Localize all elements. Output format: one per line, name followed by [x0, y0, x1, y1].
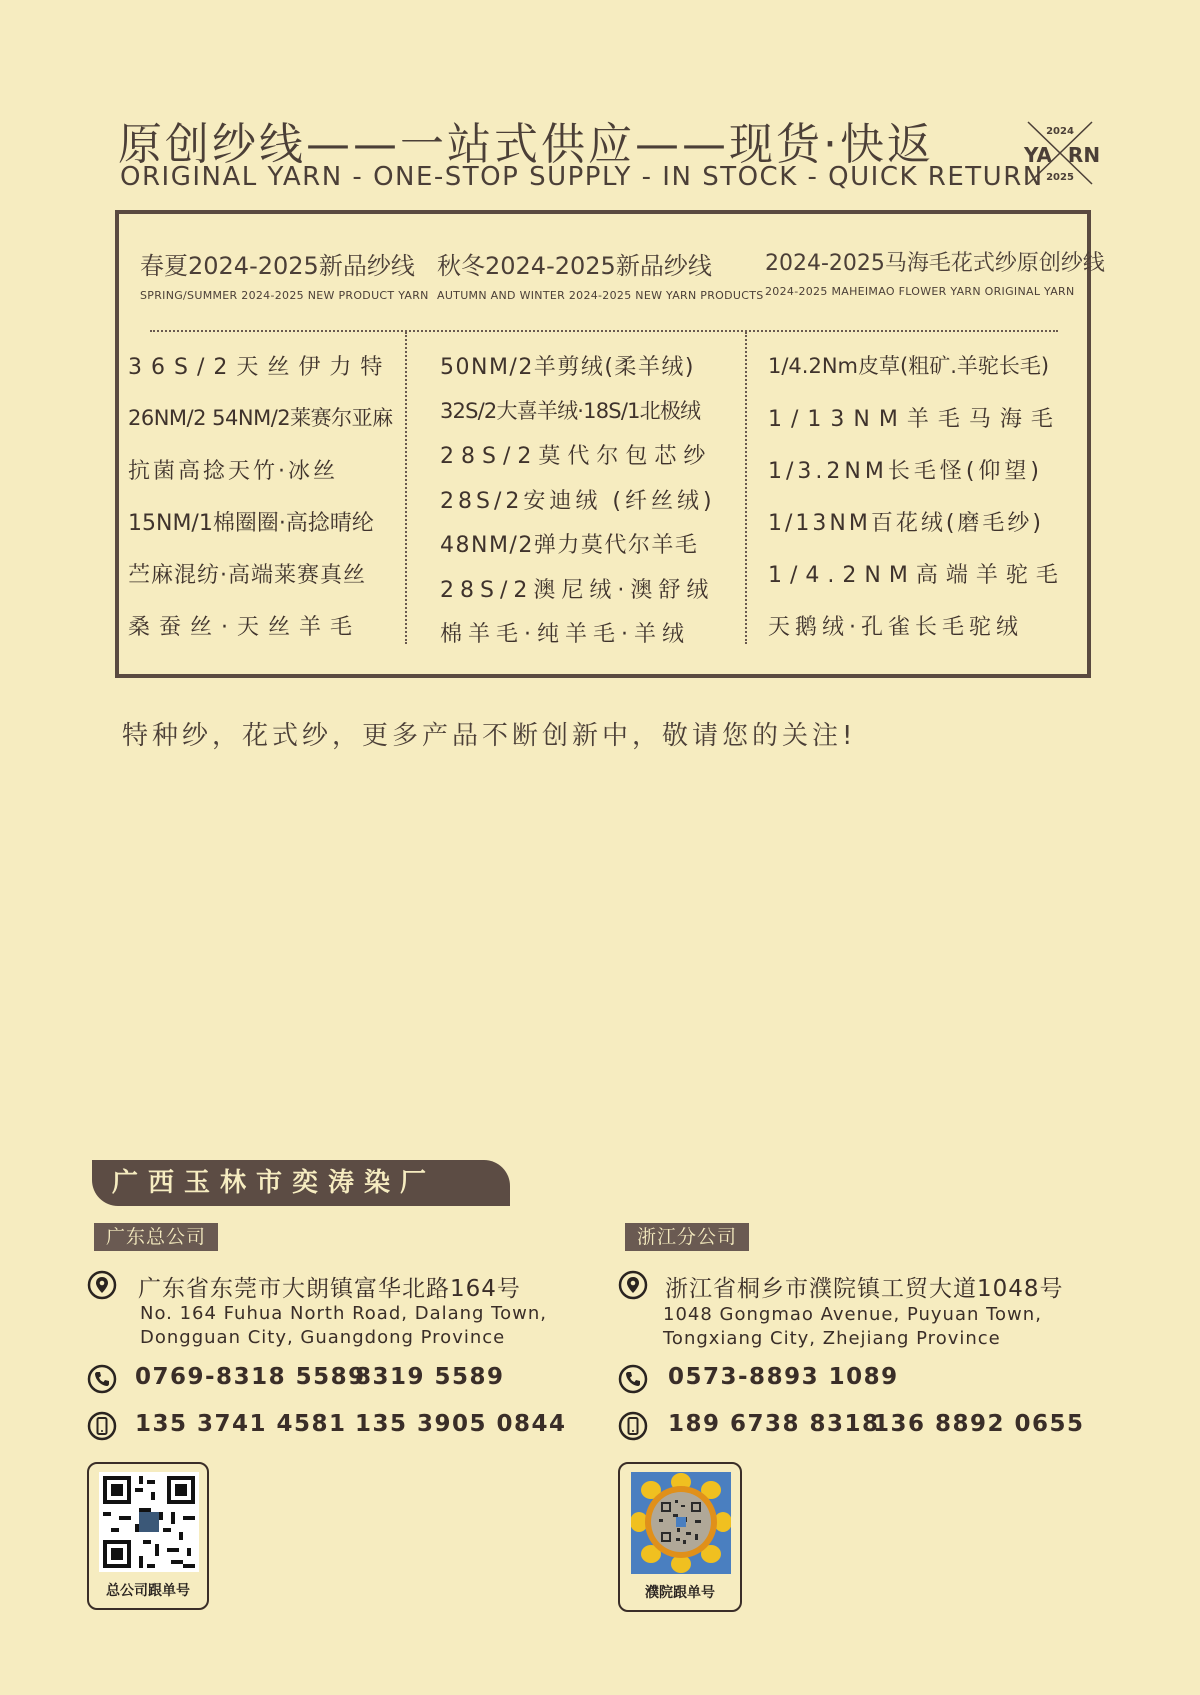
- qr-card-guangdong: [87, 1462, 209, 1610]
- list-item: 36S/2天丝伊力特: [128, 355, 392, 380]
- qr-card-zhejiang: [618, 1462, 742, 1612]
- column-title-en: AUTUMN AND WINTER 2024-2025 NEW YARN PRODUCTS: [437, 289, 764, 302]
- logo-left-text: YA: [1023, 143, 1053, 167]
- column-title-cn: 春夏2024-2025新品纱线: [140, 252, 415, 280]
- mobile-number: 135 3905 0844: [355, 1411, 567, 1437]
- list-item: 抗菌高捻天竹·冰丝: [128, 459, 338, 484]
- slogan: 特种纱，花式纱，更多产品不断创新中，敬请您的关注!: [122, 721, 857, 751]
- header-divider: [150, 330, 1058, 332]
- list-item: 48NM/2弹力莫代尔羊毛: [440, 533, 699, 558]
- landline-number: 0769-8318 5589: [135, 1364, 366, 1390]
- landline-number: 8319 5589: [355, 1364, 505, 1390]
- yarn-logo: [1010, 118, 1110, 188]
- list-item: 桑蚕丝·天丝羊毛: [128, 615, 361, 640]
- location-icon: [618, 1270, 648, 1300]
- qr-code: [631, 1472, 731, 1574]
- list-item: 苎麻混纺·高端莱赛真丝: [128, 563, 366, 588]
- list-item: 1/13NM羊毛马海毛: [768, 407, 1062, 432]
- qr-code: [99, 1472, 199, 1572]
- phone-icon: [618, 1364, 648, 1394]
- column-title-en: 2024-2025 MAHEIMAO FLOWER YARN ORIGINAL YARN: [765, 285, 1075, 298]
- column-header-spring: [140, 246, 440, 302]
- qr-label: 总公司跟单号: [106, 1583, 190, 1599]
- spring-item-list: [128, 350, 398, 662]
- list-item: 1/3.2NM长毛怪(仰望): [768, 459, 1044, 484]
- list-item: 1/4.2Nm皮草(粗矿.羊驼长毛): [768, 354, 1050, 378]
- mohair-item-list: [768, 350, 1078, 662]
- address-en-line2: Dongguan City, Guangdong Province: [140, 1327, 506, 1348]
- address-en-line2: Tongxiang City, Zhejiang Province: [663, 1328, 1001, 1349]
- list-item: 天鹅绒·孔雀长毛驼绒: [768, 615, 1023, 640]
- branch-tag-zhejiang: 浙江分公司: [625, 1223, 749, 1251]
- mobile-icon: [618, 1411, 648, 1441]
- list-item: 50NM/2羊剪绒(柔羊绒): [440, 355, 696, 380]
- address-en-line1: No. 164 Fuhua North Road, Dalang Town,: [140, 1303, 547, 1324]
- logo-year-bottom: 2025: [1046, 172, 1074, 183]
- landline-number: 0573-8893 1089: [668, 1364, 899, 1390]
- column-header-autumn: [437, 246, 764, 302]
- mobile-number: 189 6738 8318: [668, 1411, 880, 1437]
- list-item: 32S/2大喜羊绒·18S/1北极绒: [440, 398, 701, 423]
- page-title: 原创纱线——一站式供应——现货·快返: [118, 119, 934, 170]
- mobile-number: 136 8892 0655: [873, 1411, 1085, 1437]
- list-item: 1/4.2NM高端羊驼毛: [768, 563, 1066, 588]
- list-item: 15NM/1棉圈圈·高捻晴纶: [128, 511, 374, 536]
- company-name-banner: [92, 1160, 510, 1206]
- mobile-icon: [87, 1411, 117, 1441]
- column-title-en: SPRING/SUMMER 2024-2025 NEW PRODUCT YARN: [140, 289, 429, 302]
- list-item: 28S/2安迪绒 (纤丝绒): [440, 488, 716, 514]
- address-cn: 浙江省桐乡市濮院镇工贸大道1048号: [665, 1276, 1064, 1302]
- list-item: 28S/2莫代尔包芯纱: [440, 444, 713, 469]
- address-cn: 广东省东莞市大朗镇富华北路164号: [138, 1276, 521, 1302]
- branch-tag-guangdong: 广东总公司: [94, 1223, 218, 1251]
- autumn-item-list: [440, 350, 740, 662]
- list-item: 棉羊毛·纯羊毛·羊绒: [440, 622, 690, 647]
- list-item: 28S/2澳尼绒·澳舒绒: [440, 577, 715, 603]
- phone-icon: [87, 1364, 117, 1394]
- column-divider: [745, 332, 747, 644]
- logo-right-text: RN: [1067, 143, 1101, 167]
- mobile-number: 135 3741 4581: [135, 1411, 347, 1437]
- column-title-cn: 2024-2025马海毛花式纱原创纱线: [765, 251, 1105, 276]
- list-item: 1/13NM百花绒(磨毛纱): [768, 511, 1045, 536]
- qr-label: 濮院跟单号: [645, 1585, 715, 1601]
- column-header-mohair: [765, 246, 1105, 298]
- page-subtitle: ORIGINAL YARN - ONE-STOP SUPPLY - IN STOCK - QUICK RETURN: [120, 162, 1044, 192]
- address-en-line1: 1048 Gongmao Avenue, Puyuan Town,: [663, 1304, 1042, 1325]
- company-name: 广西玉林市奕涛染厂: [112, 1168, 437, 1198]
- column-divider: [405, 332, 407, 644]
- column-title-cn: 秋冬2024-2025新品纱线: [437, 252, 712, 280]
- logo-year-top: 2024: [1046, 126, 1074, 137]
- list-item: 26NM/2 54NM/2莱赛尔亚麻: [128, 406, 393, 430]
- location-icon: [87, 1270, 117, 1300]
